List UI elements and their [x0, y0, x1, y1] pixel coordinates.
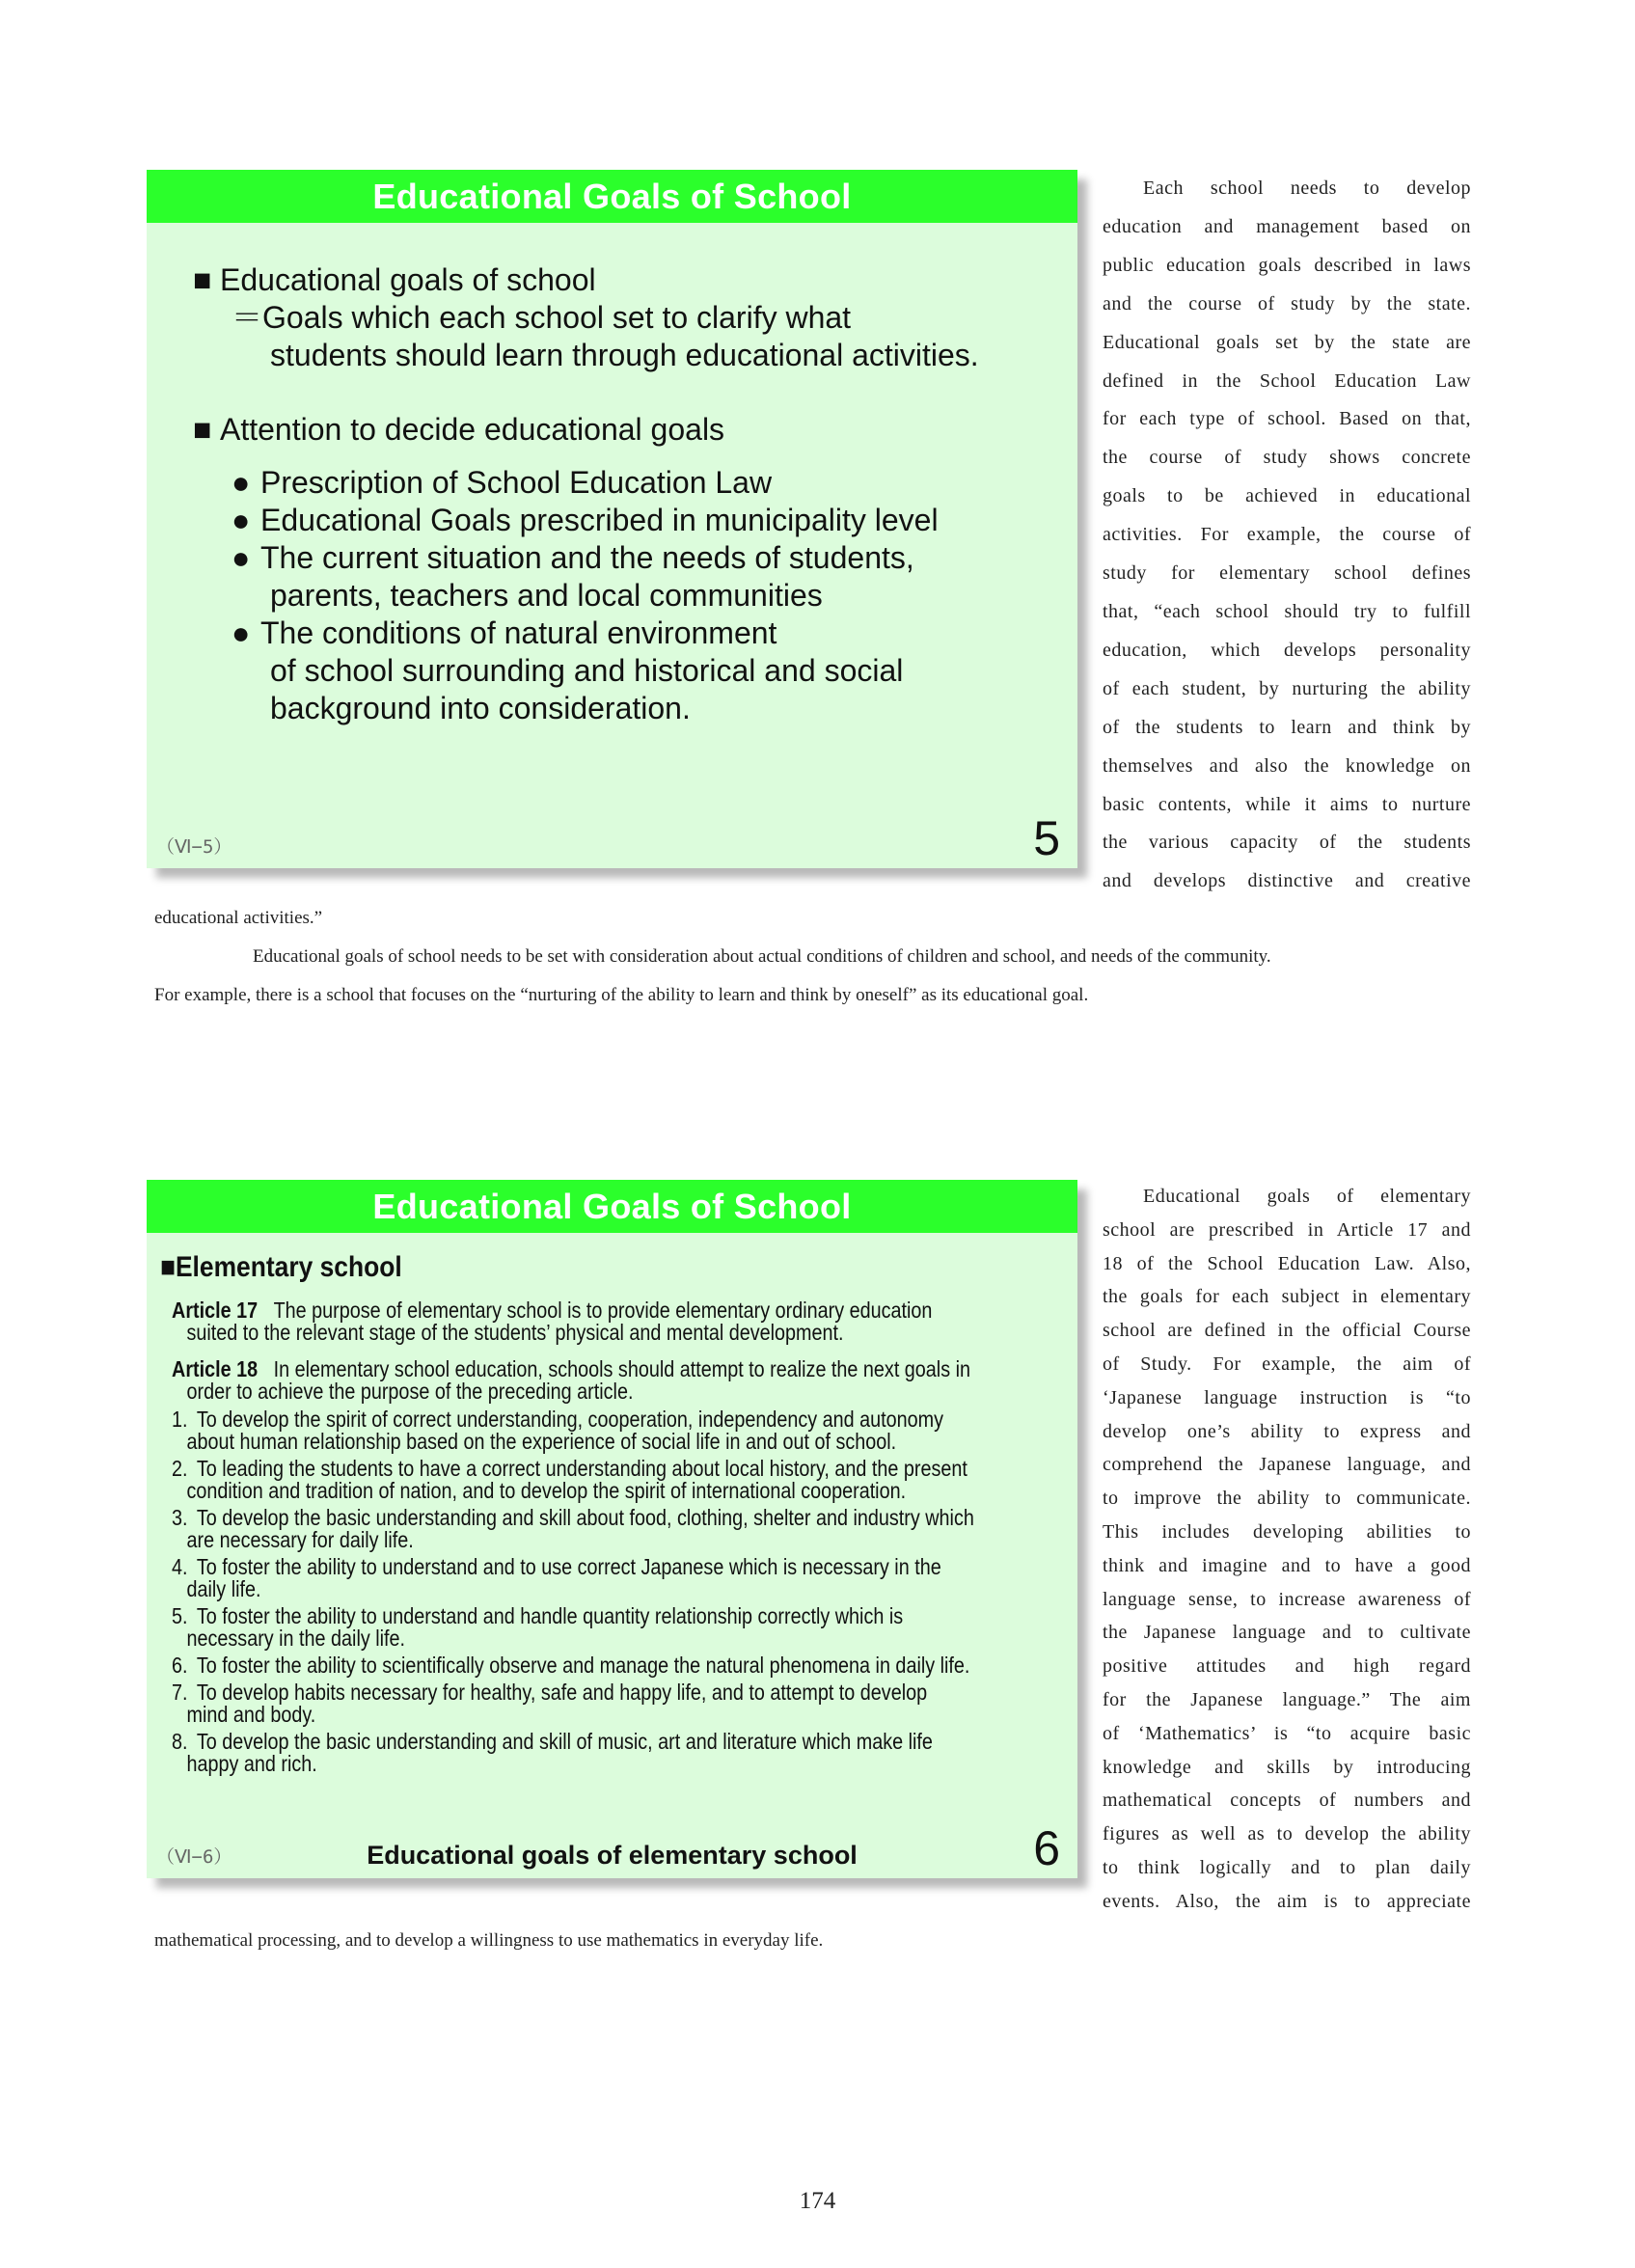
- text-line: that, “each school should try to fulfill: [1103, 600, 1471, 622]
- circle-bullet-icon: ●: [232, 503, 251, 537]
- page-number: 174: [799, 2188, 836, 2214]
- heading-educational-goals: Educational goals of school: [220, 262, 596, 297]
- bullet-item: ● Prescription of School Education Law: [232, 465, 773, 500]
- text-line: of Study. For example, the aim of: [1103, 1353, 1471, 1375]
- goal-number: 7.: [172, 1680, 188, 1705]
- slide-title: Educational Goals of School: [147, 170, 1077, 223]
- square-bullet-icon: ■: [193, 262, 212, 297]
- article-title: Article 17: [172, 1298, 259, 1323]
- goal-number: 3.: [172, 1505, 188, 1530]
- text-line: 18 of the School Education Law. Also,: [1103, 1252, 1471, 1274]
- goal-number: 1.: [172, 1407, 188, 1432]
- text-line: events. Also, the aim is to appreciate: [1103, 1890, 1471, 1912]
- text-line: school are defined in the official Course: [1103, 1320, 1471, 1342]
- bullet-continuation: background into consideration.: [270, 691, 691, 725]
- square-bullet-icon: ■: [160, 1251, 176, 1283]
- text-line: to improve the ability to communicate.: [1103, 1488, 1471, 1510]
- text-line: basic contents, while it aims to nurture: [1103, 793, 1471, 815]
- text-line: mathematical concepts of numbers and: [1103, 1790, 1471, 1812]
- text-line: the Japanese language and to cultivate: [1103, 1622, 1471, 1644]
- goal-number: 2.: [172, 1456, 188, 1481]
- goal-number: 8.: [172, 1729, 188, 1754]
- slide-content: [193, 261, 1061, 727]
- continuation-text: mathematical processing, and to develop a willingness to use mathematics in everyday life.: [154, 1930, 824, 1951]
- goal-number: 5.: [172, 1603, 188, 1628]
- heading-elementary-school: Elementary school: [175, 1251, 402, 1283]
- bullet-item: ● Educational Goals prescribed in municipality level: [232, 503, 939, 537]
- text-line: school are prescribed in Article 17 and: [1103, 1218, 1471, 1241]
- text-line: education and management based on: [1103, 215, 1471, 237]
- text-line: the goals for each subject in elementary: [1103, 1286, 1471, 1308]
- text-line: language sense, to increase awareness of: [1103, 1588, 1471, 1610]
- text-line: of the students to learn and think by: [1103, 716, 1471, 738]
- bullet-continuation: of school surrounding and historical and social: [270, 653, 904, 688]
- definition-line: ＝Goals which each school set to clarify what: [232, 300, 852, 335]
- article-17: Article 17 The purpose of elementary school is to provide elementary ordinary education suited to the relevant stage of the students’ physical and mental development.: [172, 1298, 933, 1345]
- goal-item: 4. To foster the ability to understand and to use correct Japanese which is necessary in the daily life.: [172, 1554, 941, 1601]
- goal-number: 6.: [172, 1653, 188, 1678]
- text-line: Each school needs to develop: [1143, 178, 1471, 199]
- paragraph-line: For example, there is a school that focuses on the “nurturing of the ability to learn and think by oneself” as its educational goal.: [154, 985, 1089, 1005]
- bullet-continuation: parents, teachers and local communities: [270, 578, 823, 613]
- goal-number: 4.: [172, 1554, 188, 1579]
- goal-item: 3. To develop the basic understanding and skill about food, clothing, shelter and industry which are necessary for daily life.: [172, 1505, 974, 1552]
- slide-reference: （Ⅵ−5）: [156, 836, 232, 858]
- slide-reference: （Ⅵ−6）: [156, 1846, 232, 1868]
- slide-number: 5: [1033, 811, 1060, 865]
- slide-number: 6: [1033, 1821, 1060, 1875]
- text-line: and develops distinctive and creative: [1103, 870, 1471, 892]
- bullet-list: [193, 464, 1061, 727]
- text-line: public education goals described in laws: [1103, 254, 1471, 276]
- goal-item: 7. To develop habits necessary for healthy, safe and happy life, and to attempt to develop mind and body.: [172, 1680, 928, 1727]
- goal-item: 1. To develop the spirit of correct understanding, cooperation, independency and autonomy about human relationship based on the experience of social life in and out of school.: [172, 1407, 943, 1454]
- text-line: ‘Japanese language instruction is “to: [1103, 1386, 1471, 1408]
- goals-list: [172, 1408, 1076, 1775]
- continuation-text: educational activities.”: [154, 908, 323, 928]
- slide-educational-goals-1: [147, 170, 1077, 868]
- text-line: of ‘Mathematics’ is “to acquire basic: [1103, 1722, 1471, 1744]
- heading-attention: Attention to decide educational goals: [220, 412, 725, 447]
- slide-content: [160, 1251, 1072, 1780]
- goal-item: 6. To foster the ability to scientifically observe and manage the natural phenomena in daily life.: [172, 1653, 970, 1678]
- text-line: Educational goals set by the state are: [1103, 331, 1471, 353]
- circle-bullet-icon: ●: [232, 465, 251, 500]
- article-title: Article 18: [172, 1356, 259, 1381]
- text-line: activities. For example, the course of: [1103, 524, 1471, 546]
- text-line: for each type of school. Based on that,: [1103, 408, 1471, 430]
- circle-bullet-icon: ●: [232, 540, 251, 575]
- text-line: of each student, by nurturing the ability: [1103, 677, 1471, 699]
- goal-item: 2. To leading the students to have a correct understanding about local history, and the present condition and tradition of nation, and to develop the spirit of international cooperation.: [172, 1456, 967, 1503]
- text-line: defined in the School Education Law: [1103, 369, 1471, 392]
- article-18: Article 18 In elementary school education, schools should attempt to realize the next goals in order to achieve the purpose of the preceding article.: [172, 1356, 970, 1404]
- text-line: and the course of study by the state.: [1103, 292, 1471, 314]
- text-line: the various capacity of the students: [1103, 832, 1471, 854]
- text-line: for the Japanese language.” The aim: [1103, 1688, 1471, 1710]
- text-line: develop one’s ability to express and: [1103, 1420, 1471, 1442]
- text-line: education, which develops personality: [1103, 639, 1471, 661]
- text-line: This includes developing abilities to: [1103, 1520, 1471, 1543]
- text-line: the course of study shows concrete: [1103, 447, 1471, 469]
- text-line: positive attitudes and high regard: [1103, 1655, 1471, 1678]
- goal-item: 8. To develop the basic understanding and skill of music, art and literature which make life happy and rich.: [172, 1729, 933, 1776]
- slide-caption: Educational goals of elementary school: [367, 1841, 858, 1870]
- bullet-item: ● The conditions of natural environment: [232, 615, 777, 650]
- text-line: figures as well as to develop the ability: [1103, 1823, 1471, 1845]
- text-line: think and imagine and to have a good: [1103, 1554, 1471, 1576]
- text-line: study for elementary school defines: [1103, 562, 1471, 585]
- square-bullet-icon: ■: [193, 412, 212, 447]
- right-column-text: [1103, 170, 1471, 901]
- text-line: themselves and also the knowledge on: [1103, 754, 1471, 777]
- definition-line: students should learn through educational activities.: [270, 338, 979, 372]
- paragraph-line: Educational goals of school needs to be set with consideration about actual conditions of children and school, and needs of the community.: [253, 946, 1271, 967]
- text-line: comprehend the Japanese language, and: [1103, 1454, 1471, 1476]
- text-line: knowledge and skills by introducing: [1103, 1756, 1471, 1778]
- text-line: Educational goals of elementary: [1143, 1186, 1471, 1207]
- right-column-text: [1103, 1180, 1471, 1919]
- text-line: to think logically and to plan daily: [1103, 1856, 1471, 1878]
- slide-title: Educational Goals of School: [147, 1180, 1077, 1233]
- circle-bullet-icon: ●: [232, 615, 251, 650]
- goal-item: 5. To foster the ability to understand and handle quantity relationship correctly which is necessary in the daily life.: [172, 1603, 904, 1651]
- slide-educational-goals-2: [147, 1180, 1077, 1878]
- text-line: goals to be achieved in educational: [1103, 485, 1471, 507]
- bullet-item: ● The current situation and the needs of students,: [232, 540, 914, 575]
